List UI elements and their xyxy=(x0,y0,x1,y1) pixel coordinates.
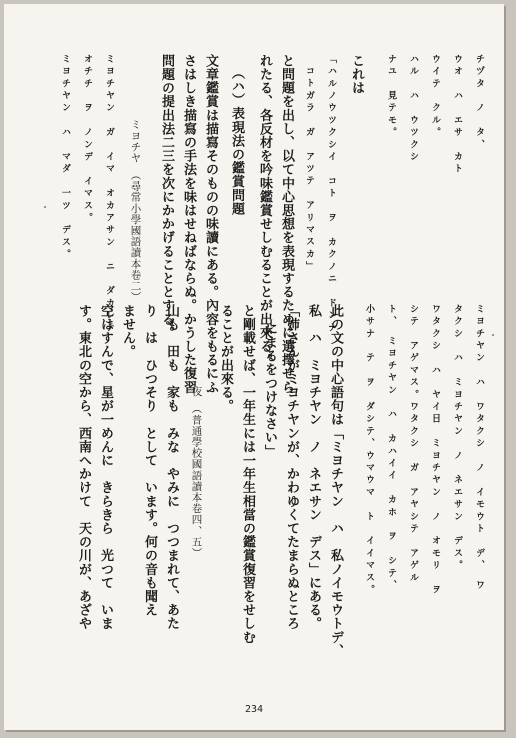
text-column: 問題の提出法二三を次にかかげることとする。 xyxy=(159,54,174,340)
text-column: シテ アゲマス。ワタクシ ガ アヤシテ アゲル xyxy=(408,304,418,585)
scanned-book-page xyxy=(4,4,504,730)
text-column: 小サナ テ ヲ ダシテ、ウマウマ ト イイマス。 xyxy=(364,304,374,597)
text-column: れたる、各反材を吟味鑑賞せしむることが出來る。 xyxy=(257,54,272,367)
text-column: チヅタ ノ タ、 xyxy=(474,54,484,152)
text-column: にまるをつけなさい」 xyxy=(262,322,277,458)
text-column: オチチ ヲ ノンデ イマス。 xyxy=(82,54,92,225)
text-column: 「姉さんがミヨチヤンが、かわゆくてたまらぬところ xyxy=(284,304,299,631)
text-column: 私 ハ ミヨチヤン ノ ネエサン デス」にある。 xyxy=(306,304,321,631)
text-column: 「ハルノウツクシイ コト ヲ カクノニ ドンナ xyxy=(326,54,336,335)
text-column: さはしき描寫の手法を味はせねばならぬ。かうした復習 xyxy=(181,54,196,394)
section-heading: （ハ）表現法の鑑賞問題 xyxy=(229,66,244,216)
text-column: これは xyxy=(349,54,364,95)
text-column: ナユ 見テモ。 xyxy=(386,54,396,140)
page-number: 234 xyxy=(244,704,264,715)
text-column: す。東北の空から、西南へかけて 天の川が、あざや xyxy=(76,304,91,631)
text-column: ハル ハ ウツクシ xyxy=(408,54,418,164)
text-column: 文章鑑賞は描寫そのものの味讀にある。內容をもるにふ xyxy=(203,54,218,394)
text-column: タクシ ハ ミヨチヤン ノ ネエサン デス。 xyxy=(452,304,462,573)
text-column: と問題を出し、以て中心思想を表現するために選擇せら xyxy=(279,54,294,394)
scan-speck xyxy=(492,334,494,336)
text-column: ミヨチヤン ハ ワタクシ ノ イモウト デ、 ワ xyxy=(474,304,484,593)
text-column: ミヨチヤン ガ イマ オカアサン ニ ダカレテ xyxy=(104,54,114,335)
text-column: 空はすんで、星が一めんに きらきら 光つて いま xyxy=(98,304,113,631)
reading-title: ミヨチヤ （尋常小學國語讀本卷二） xyxy=(129,119,142,303)
text-column: ることが出來る。 xyxy=(218,304,233,413)
text-column: コトガラ ガ アツテ アリマスカ」 xyxy=(304,66,314,274)
text-column: 此の文の中心語句は「ミヨチヤン ハ 私ノイモウトデ、 xyxy=(328,304,343,658)
scan-speck xyxy=(44,206,46,208)
text-column: り は ひつそり として います。何の音も聞え xyxy=(142,304,157,617)
text-column: ト、 ミヨチヤン ハ カハイイ カホ ヲ シテ、 xyxy=(386,304,396,593)
text-column: ません。 xyxy=(120,304,135,359)
text-column: ミヨチヤン ハ マダ 一ツ デス。 xyxy=(60,54,70,262)
text-column: と剛載せば、一年生には一年生相當の鑑賞復習をせしむ xyxy=(240,304,255,644)
text-column: 山も 田も 家も みな やみに つつまれて、あた xyxy=(164,304,179,631)
reading-title: 夜 （普通學校國語讀本卷四、五） xyxy=(190,386,203,559)
text-column: ウオ ハ エサ カト xyxy=(452,54,462,176)
text-column: ワタクシ ハ ヤイ日 ミヨチヤン ノ オモリ ヲ xyxy=(430,304,440,597)
text-column: ウイテ クル。 xyxy=(430,54,440,140)
